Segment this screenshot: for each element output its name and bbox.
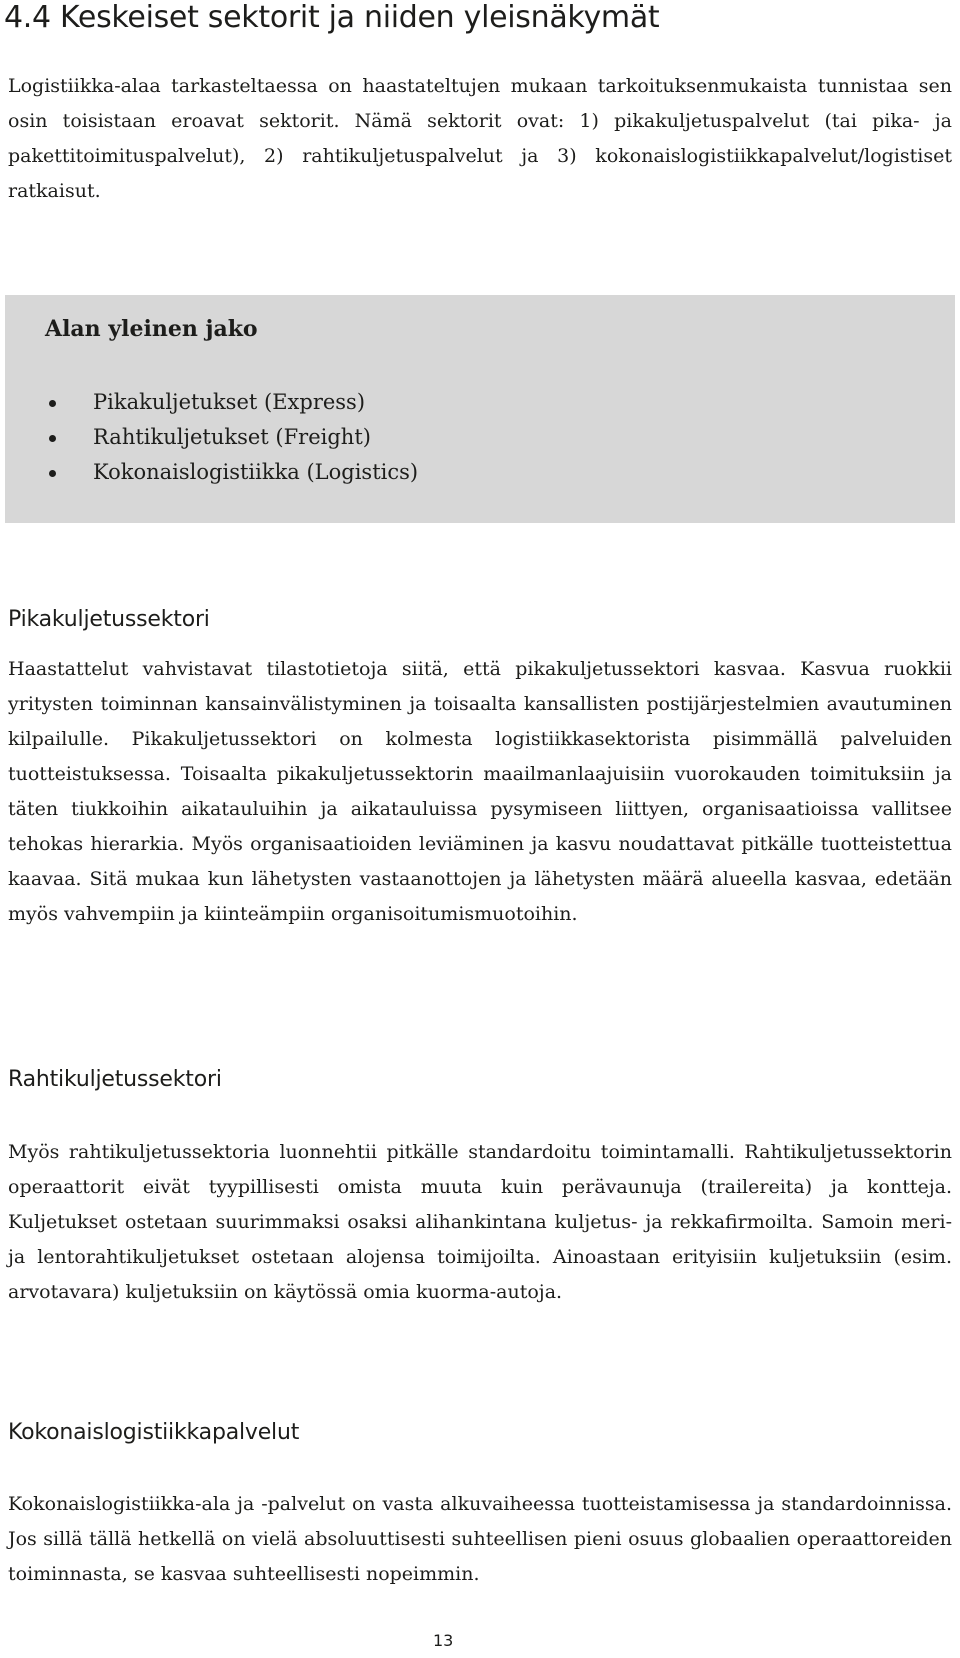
summary-box [5, 295, 955, 523]
bullet-icon [49, 400, 56, 407]
section-paragraph-rahtikuljetussektori: Myös rahtikuljetussektoria luonnehtii pitkälle standardoitu toimintamalli. Rahtikuljetussektorin operaattorit eivät tyypillisesti omista muuta kuin perävaunuja (trailereita) ja kontteja. Kuljetukset ostetaan suurimmaksi osaksi alihankintana kuljetus- ja rekkafirmoilta. Samoin meri- ja lentorahtikuljetukset ostetaan alojensa toimijoilta. Ainoastaan erityisiin kuljetuksiin (esim. arvotavara) kuljetuksiin on käytössä omia kuorma-autoja. [8, 1141, 952, 1303]
summary-box-title: Alan yleinen jako [45, 316, 258, 342]
bullet-icon [49, 435, 56, 442]
intro-paragraph: Logistiikka-alaa tarkasteltaessa on haastateltujen mukaan tarkoituksenmukaista tunnistaa sen osin toisistaan eroavat sektorit. Nämä sektorit ovat: 1) pikakuljetuspalvelut (tai pika- ja pakettitoimituspalvelut), 2) rahtikuljetuspalvelut ja 3) kokonaislogistiikkapalvelut/logistiset ratkaisut. [8, 75, 952, 202]
page-number: 13 [433, 1631, 454, 1650]
list-item-text: Rahtikuljetukset (Freight) [93, 425, 371, 449]
list-item-text: Kokonaislogistiikka (Logistics) [93, 460, 419, 484]
section-heading-rahtikuljetussektori: Rahtikuljetussektori [8, 1067, 222, 1092]
list-item-text: Pikakuljetukset (Express) [93, 390, 366, 414]
section-heading-pikakuljetussektori: Pikakuljetussektori [8, 607, 210, 632]
section-paragraph-pikakuljetussektori: Haastattelut vahvistavat tilastotietoja siitä, että pikakuljetussektori kasvaa. Kasvua ruokkii yritysten toiminnan kansainvälistyminen ja toisaalta kansallisten postijärjestelmien avautuminen kilpailulle. Pikakuljetussektori on kolmesta logistiikkasektorista pisimmällä palveluiden tuotteistuksessa. Toisaalta pikakuljetussektorin maailmanlaajuisiin vuorokauden toimituksiin ja täten tiukkoihin aikatauluihin ja aikatauluissa pysymiseen liittyen, organisaatioissa vallitsee tehokas hierarkia. Myös organisaatioiden leviäminen ja kasvu noudattavat pitkälle tuotteistettua kaavaa. Sitä mukaa kun lähetysten vastaanottojen ja lähetysten määrä alueella kasvaa, edetään myös vahvempiin ja kiinteämpiin organisoitumismuotoihin. [8, 658, 952, 925]
bullet-icon [49, 470, 56, 477]
section-paragraph-kokonaislogistiikkapalvelut: Kokonaislogistiikka-ala ja -palvelut on vasta alkuvaiheessa tuotteistamisessa ja standardoinnissa. Jos sillä tällä hetkellä on vielä absoluuttisesti suhteellisen pieni osuus globaalien operaattoreiden toiminnasta, se kasvaa suhteellisesti nopeimmin. [8, 1493, 952, 1585]
section-heading-kokonaislogistiikkapalvelut: Kokonaislogistiikkapalvelut [8, 1420, 300, 1445]
section-title: 4.4 Keskeiset sektorit ja niiden yleisnäkymät [4, 0, 660, 35]
